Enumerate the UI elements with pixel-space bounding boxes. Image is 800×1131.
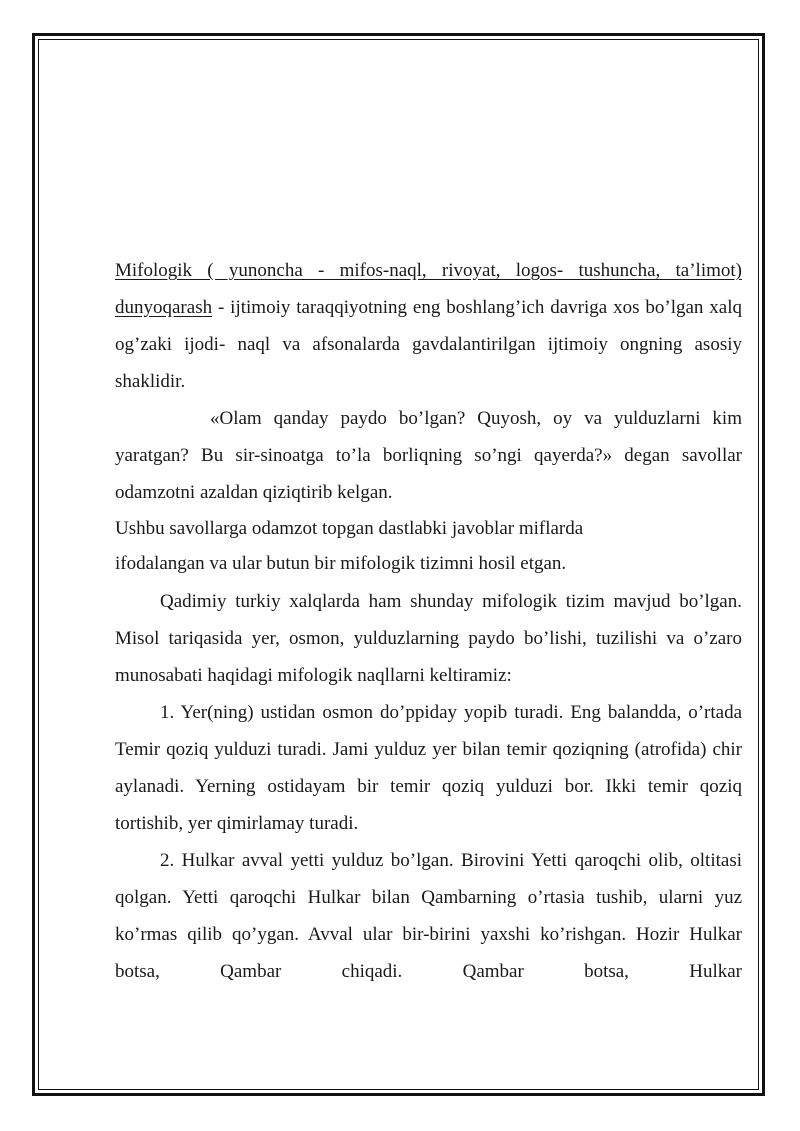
term-keyword: dunyoqarash: [115, 297, 213, 318]
plain-line-1: Ushbu savollarga odamzot topgan dastlabki javoblar miflarda: [115, 518, 584, 539]
myth-item-1: 1. Yer(ning) ustidan osmon do’ppiday yopib turadi. Eng balandda, o’rtada Temir qoziq yulduzi turadi. Jami yulduz yer bilan temir qoziqning (atrofida) chir aylanadi. Yerning ostidayam bir temir qoziq yulduzi bor. Ikki temir qoziq tortishib, yer qimirlamay turadi.: [115, 702, 742, 834]
definition-text: - ijtimoiy taraqqiyotning eng boshlang’ich davriga xos bo’lgan xalq og’zaki ijodi- naql va afsonalarda gavdalantirilgan ijtimoiy ongning asosiy shaklidir.: [115, 297, 742, 392]
plain-line-2: ifodalangan va ular butun bir mifologik tizimni hosil etgan.: [115, 553, 567, 574]
document-body: [115, 252, 742, 990]
myth-item-2: 2. Hulkar avval yetti yulduz bo’lgan. Birovini Yetti qaroqchi olib, oltitasi qolgan. Yetti qaroqchi Hulkar bilan Qambarning o’rtasia tushib, ularni yuz ko’rmas qilib qo’ygan. Avval ular bir-birini yaxshi ko’rishgan. Hozir Hulkar botsa, Qambar chiqadi. Qambar botsa, Hulkar: [115, 850, 742, 982]
turkic-paragraph: Qadimiy turkiy xalqlarda ham shunday mifologik tizim mavjud bo’lgan. Misol tariqasida yer, osmon, yulduzlarning paydo bo’lishi, tuzilishi va o’zaro munosabati haqidagi mifologik naqllarni keltiramiz:: [115, 591, 742, 686]
definition-paragraph: [115, 289, 742, 400]
term-heading: Mifologik ( yunoncha - mifos-naql, rivoyat, logos- tushuncha, ta’limot): [115, 260, 742, 281]
quote-paragraph: «Olam qanday paydo bo’lgan? Quyosh, oy va yulduzlarni kim yaratgan? Bu sir-sinoatga to’la borliqning so’ngi qayerda?» degan savollar odamzotni azaldan qiziqtirib kelgan.: [115, 408, 742, 503]
intro-paragraph: [115, 252, 742, 289]
